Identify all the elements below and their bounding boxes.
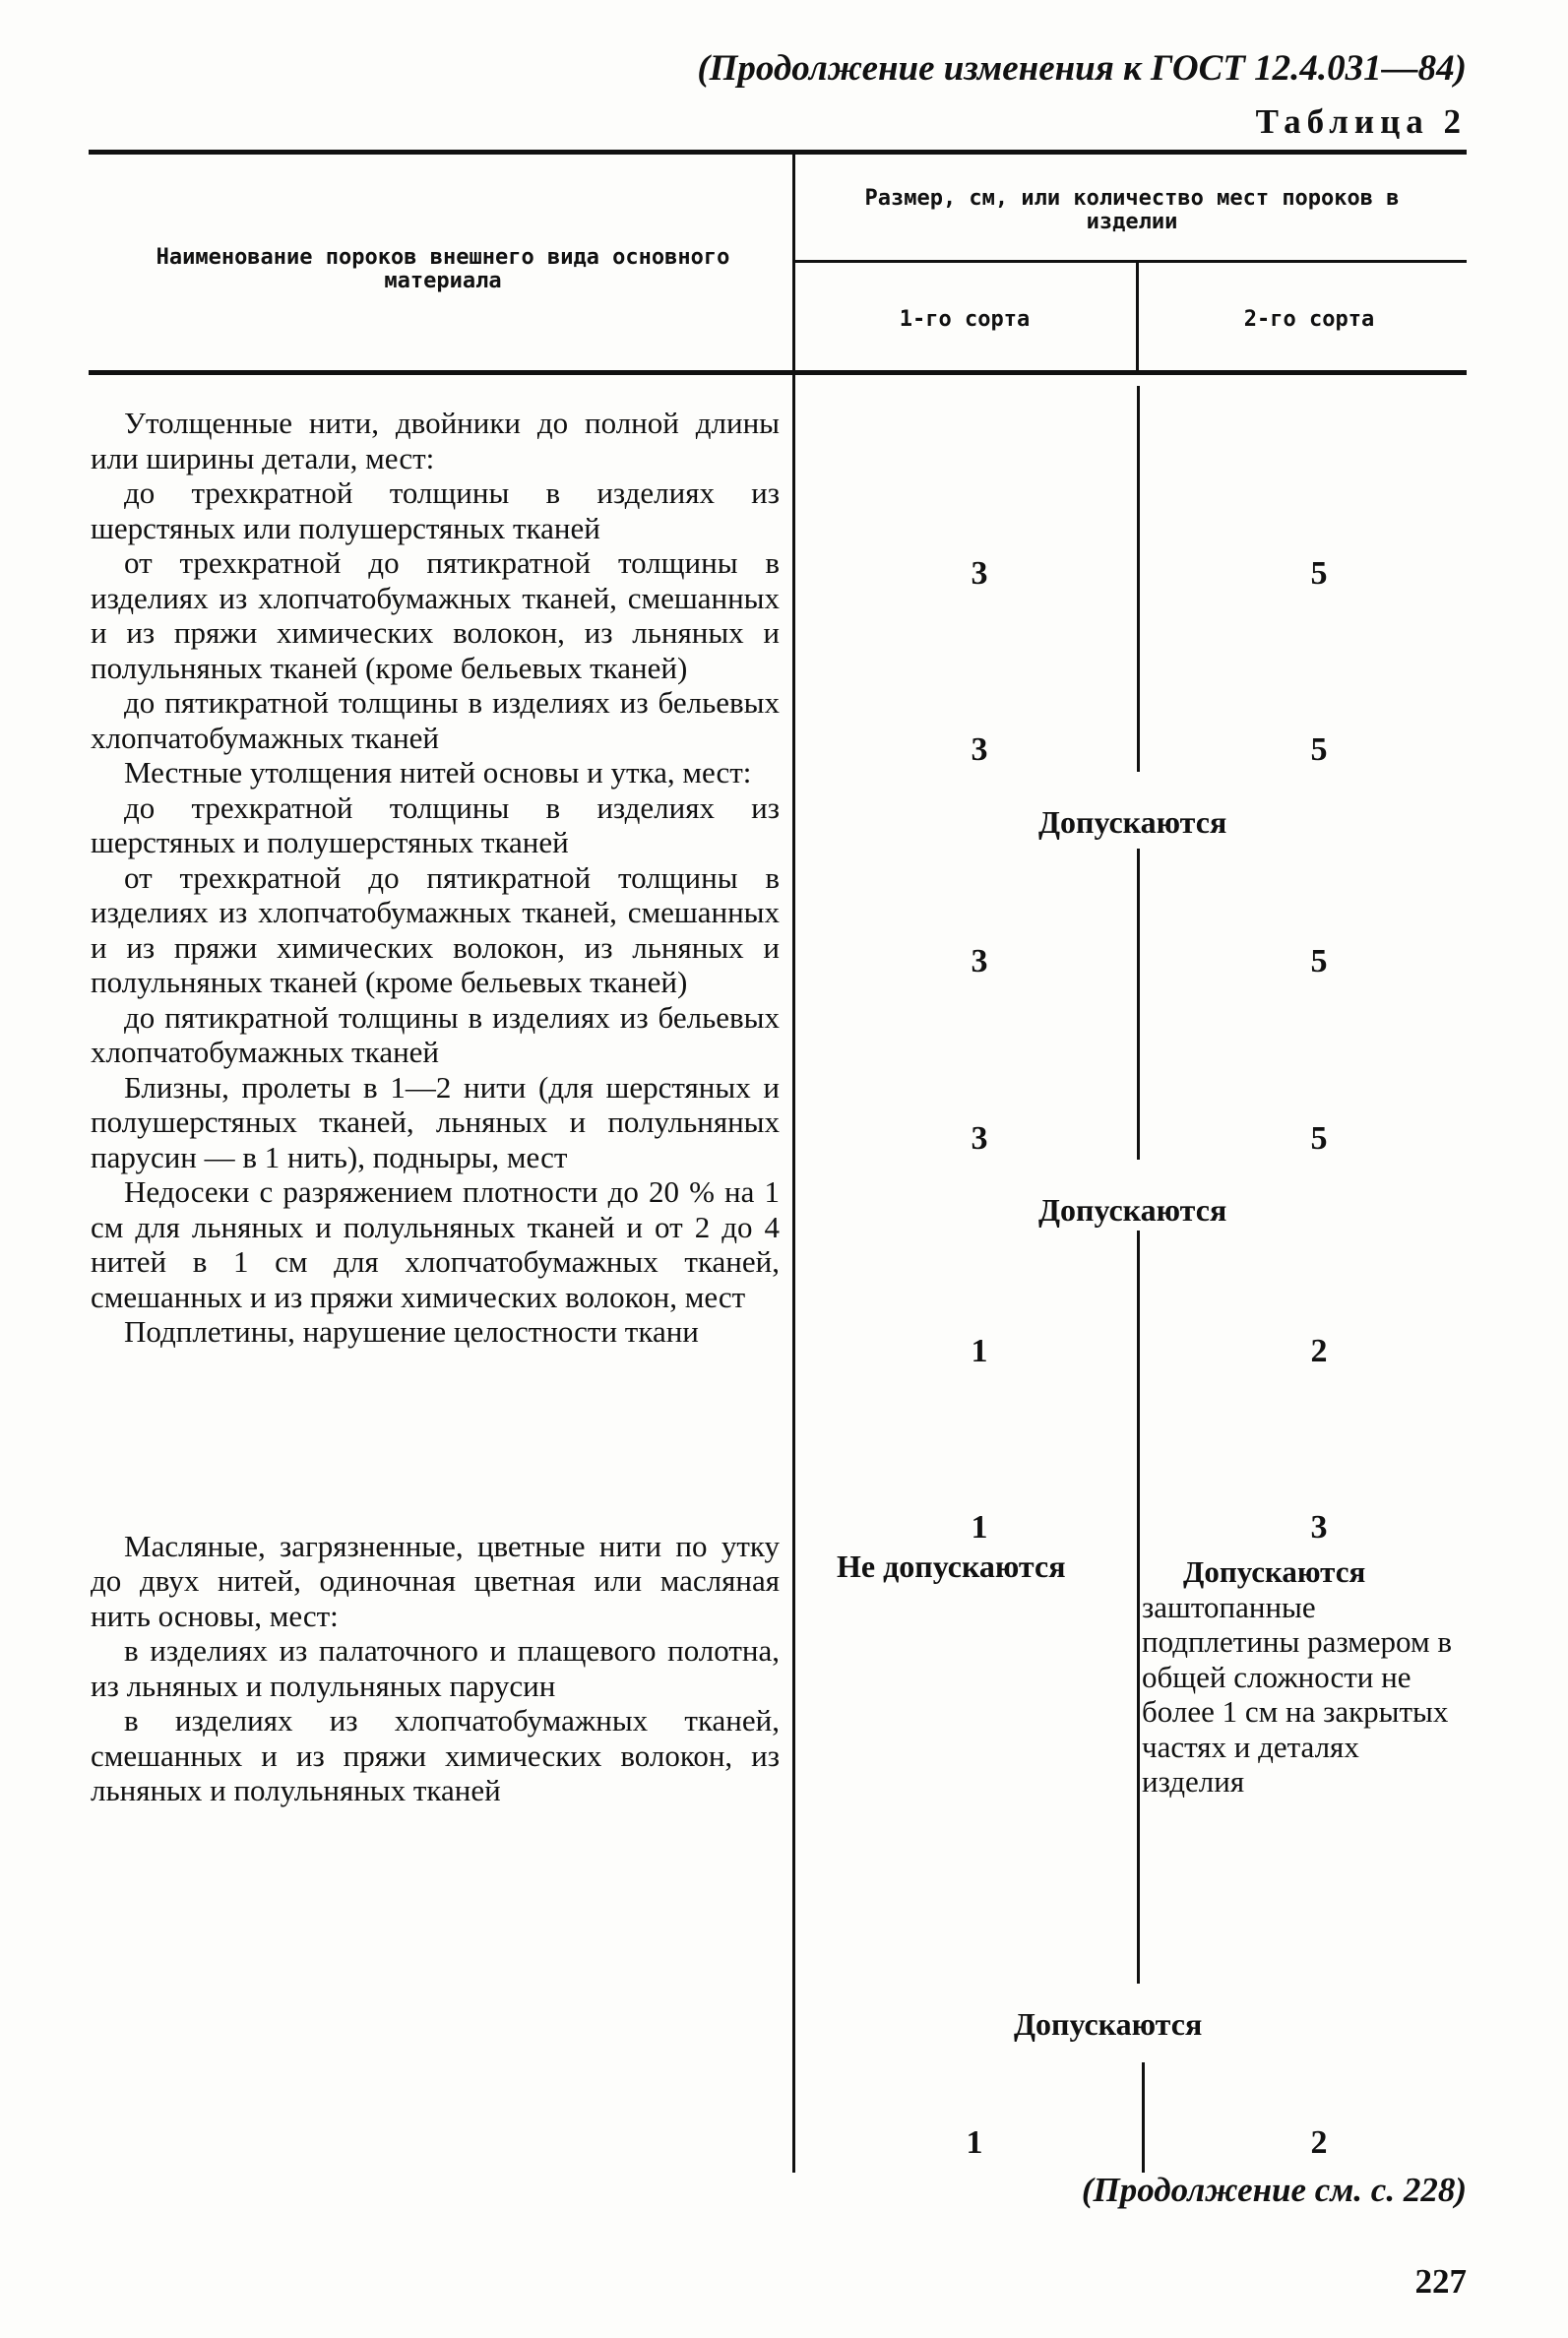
continuation-header: (Продолжение изменения к ГОСТ 12.4.031—84): [697, 48, 1467, 89]
table-top-rule: [89, 150, 1467, 155]
grade2-note: [1142, 1554, 1467, 1800]
both-grades-allowed: Допускаются: [1014, 2006, 1203, 2042]
table-label: Таблица 2: [1255, 102, 1467, 141]
row-text: Масляные, загрязненные, цветные нити по утку до двух нитей, одиночная цветная или масляная нить основы, мест:: [91, 1528, 780, 1633]
row-text: от трехкратной до пятикратной толщины в изделиях из хлопчатобумажных тканей, смешанных и из пряжи химических волокон, из льняных и полульняных тканей (кроме бельевых тканей): [91, 545, 780, 685]
row-text: в изделиях из хлопчатобумажных тканей, смешанных и из пряжи химических волокон, из льняных и полульняных тканей: [91, 1703, 780, 1807]
defect-descriptions: [91, 406, 780, 1808]
grade1-value: 1: [971, 1333, 988, 1369]
grade2-note-text: заштопанные подплетины размером в общей сложности не более 1 см на закрытых частях и деталях изделия: [1142, 1589, 1452, 1799]
row-text: Близны, пролеты в 1—2 нити (для шерстяных и полушерстяных тканей, льняных и полульняных парусин — в 1 нить), подныры, мест: [91, 1069, 780, 1174]
grade1-not-allowed: Не допускаются: [837, 1548, 1066, 1584]
grade1-value: 3: [971, 555, 988, 592]
grade2-value: 5: [1310, 1120, 1328, 1157]
header-bottom-rule: [89, 370, 1467, 375]
row-text: до трехкратной толщины в изделиях из шерстяных или полушерстяных тканей: [91, 475, 780, 545]
grade1-value: 1: [971, 1509, 988, 1546]
row-text: Недосеки с разряжением плотности до 20 % на 1 см для льняных и полульняных тканей и от 2 до 4 нитей в 1 см для хлопчатобумажных тканей, смешанных и из пряжи химических волокон, мест: [91, 1174, 780, 1314]
page-number: 227: [1414, 2262, 1467, 2301]
grade2-note-head: Допускаются: [1183, 1554, 1366, 1589]
group-header-rule: [795, 260, 1467, 263]
grade2-value: 2: [1310, 1333, 1328, 1369]
grade1-value: 1: [966, 2124, 983, 2161]
grade-divider-seg3: [1137, 1231, 1140, 1984]
grade2-value: 5: [1310, 943, 1328, 979]
row-text: до пятикратной толщины в изделиях из бельевых хлопчатобумажных тканей: [91, 999, 780, 1069]
row-text: Местные утолщения нитей основы и утка, мест:: [124, 755, 752, 790]
grade-divider-seg1: [1137, 386, 1140, 772]
grade2-value: 3: [1310, 1509, 1328, 1546]
grade2-value: 5: [1310, 731, 1328, 768]
grade-divider-seg4: [1142, 2062, 1145, 2173]
both-grades-allowed: Допускаются: [1038, 1192, 1227, 1228]
continuation-footer: (Продолжение см. с. 228): [1081, 2171, 1467, 2209]
both-grades-allowed: Допускаются: [1038, 804, 1227, 840]
row-text: до трехкратной толщины в изделиях из шерстяных и полушерстяных тканей: [91, 790, 780, 859]
row-text: Подплетины, нарушение целостности ткани: [124, 1314, 699, 1349]
row-text: до пятикратной толщины в изделиях из бельевых хлопчатобумажных тканей: [91, 685, 780, 755]
grade1-value: 3: [971, 731, 988, 768]
grade1-value: 3: [971, 943, 988, 979]
grade2-value: 2: [1310, 2124, 1328, 2161]
grade-divider-seg2: [1137, 849, 1140, 1160]
row-text: Утолщенные нити, двойники до полной длины или ширины детали, мест:: [91, 406, 780, 475]
column-header-grade2: 2-го сорта: [1243, 307, 1375, 332]
row-text: от трехкратной до пятикратной толщины в изделиях из хлопчатобумажных тканей, смешанных и из пряжи химических волокон, из льняных и полульняных тканей (кроме бельевых тканей): [91, 859, 780, 999]
column-header-defect-name: Наименование пороков внешнего вида основного материала: [156, 245, 730, 293]
column-header-size-group: Размер, см, или количество мест пороков в изделии: [864, 186, 1400, 234]
column-header-grade1: 1-го сорта: [899, 307, 1031, 332]
column-divider-grades-head: [1136, 263, 1139, 370]
column-divider-main: [792, 155, 795, 2173]
row-text: в изделиях из палаточного и плащевого полотна, из льняных и полульняных парусин: [91, 1633, 780, 1703]
grade2-value: 5: [1310, 555, 1328, 592]
grade1-value: 3: [971, 1120, 988, 1157]
